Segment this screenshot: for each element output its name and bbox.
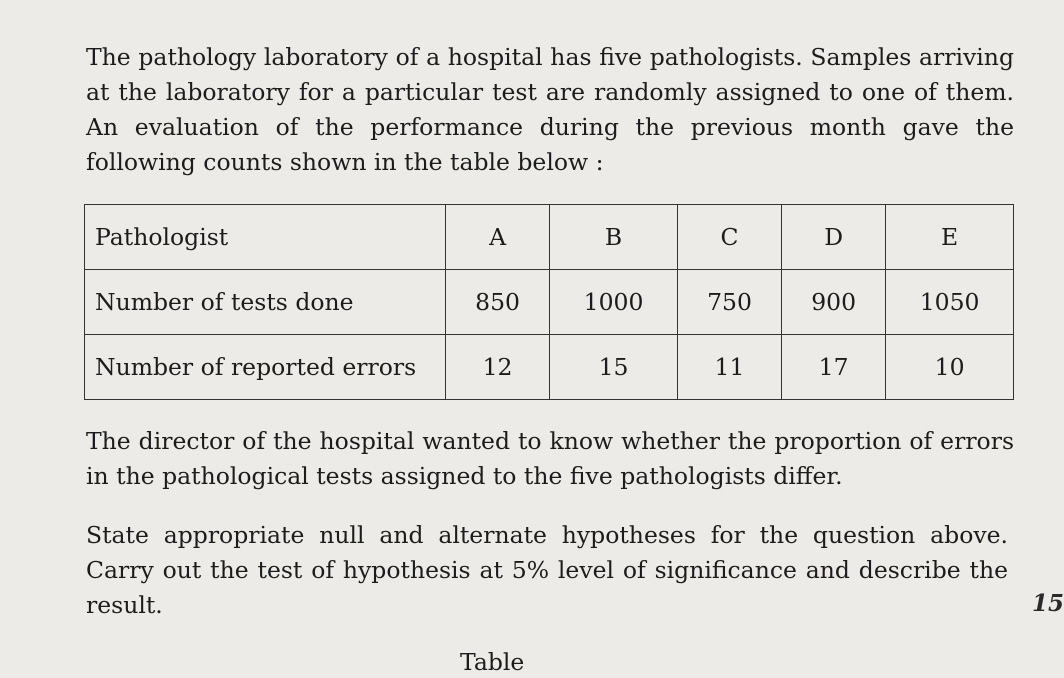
table-header-cell: B (550, 205, 678, 270)
table-header-row (85, 205, 1014, 270)
table-cell: 10 (886, 335, 1014, 400)
table-caption: Table (460, 648, 525, 676)
pathologist-table (84, 204, 1014, 400)
table-cell: 750 (677, 270, 781, 335)
table-cell: 1050 (886, 270, 1014, 335)
table-cell: 12 (446, 335, 550, 400)
table-header-cell: D (782, 205, 886, 270)
table-cell: 17 (782, 335, 886, 400)
table-row-label: Number of reported errors (85, 335, 446, 400)
task-paragraph: State appropriate null and alternate hypotheses for the question above. Carry out the test of hypothesis at 5% level of significance and describe the result. (86, 521, 1008, 619)
table-header-cell: C (677, 205, 781, 270)
table-header-cell: Pathologist (85, 205, 446, 270)
table-row-label: Number of tests done (85, 270, 446, 335)
table-row (85, 270, 1014, 335)
table-cell: 1000 (550, 270, 678, 335)
table-cell: 850 (446, 270, 550, 335)
question-paragraph: The director of the hospital wanted to know whether the proportion of errors in the pathological tests assigned to the five pathologists differ. (86, 427, 1014, 490)
marks-label: 15 (1032, 590, 1064, 617)
table-header-cell: A (446, 205, 550, 270)
table-cell: 15 (550, 335, 678, 400)
table-header-cell: E (886, 205, 1014, 270)
table-cell: 11 (677, 335, 781, 400)
intro-paragraph: The pathology laboratory of a hospital has five pathologists. Samples arriving at the laboratory for a particular test are randomly assigned to one of them. An evaluation of the performance during the previous month gave the following counts shown in the table below : (86, 43, 1014, 176)
table-cell: 900 (782, 270, 886, 335)
table-row (85, 335, 1014, 400)
